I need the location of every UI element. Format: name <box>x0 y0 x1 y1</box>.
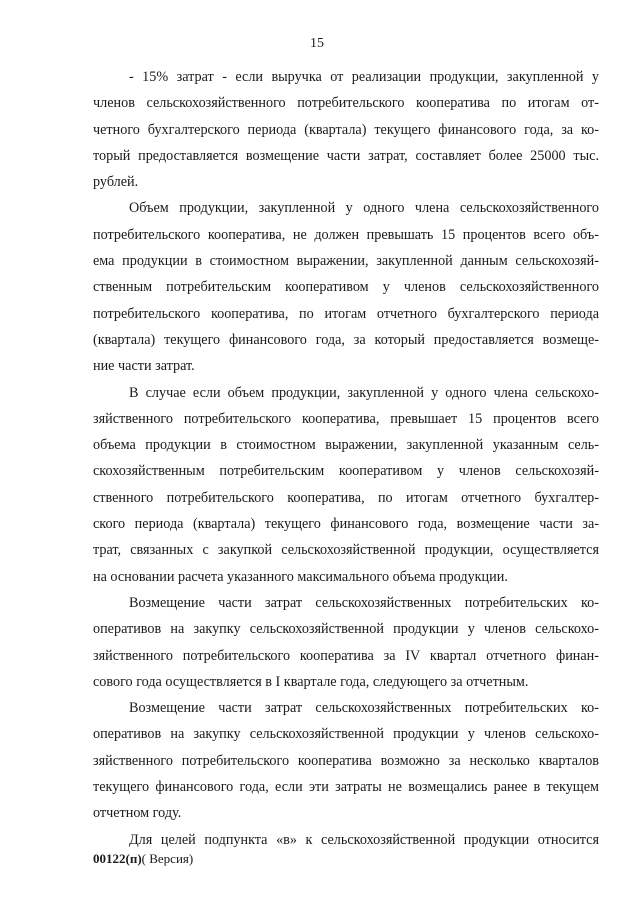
text-line: ского периода (квартала) текущего финансового года, возмещение части за- <box>93 516 599 533</box>
text-line: на основании расчета указанного максимального объема продукции. <box>93 568 508 585</box>
text-line: зяйственного потребительского кооператива возможно за несколько кварталов <box>93 752 599 769</box>
paragraph <box>93 195 599 379</box>
text-line: сового года осуществляется в I квартале года, следующего за отчетным. <box>93 673 529 690</box>
text-line: ственного потребительского кооператива, по итогам отчетного бухгалтер- <box>93 489 599 506</box>
text-line: членов сельскохозяйственного потребительского кооператива по итогам от- <box>93 95 599 112</box>
text-line: ние части затрат. <box>93 358 195 375</box>
text-line: (квартала) текущего финансового года, за который предоставляется возмеще- <box>93 331 599 348</box>
paragraph <box>93 380 599 590</box>
text-line: четного бухгалтерского периода (квартала) текущего финансового года, за ко- <box>93 121 599 138</box>
document-footer <box>93 851 193 867</box>
text-line: ема продукции в стоимостном выражении, закупленной данным сельскохозяй- <box>93 253 599 270</box>
paragraph <box>93 64 599 195</box>
document-code: 00122(п) <box>93 851 142 866</box>
text-line: трат, связанных с закупкой сельскохозяйственной продукции, осуществляется <box>93 542 599 559</box>
document-body <box>93 64 599 853</box>
text-line: оперативов на закупку сельскохозяйственной продукции у членов сельскохо- <box>93 621 599 638</box>
paragraph <box>93 827 599 853</box>
text-line: В случае если объем продукции, закупленной у одного члена сельскохо- <box>129 384 599 401</box>
text-line: Возмещение части затрат сельскохозяйственных потребительских ко- <box>129 594 599 611</box>
text-line: объема продукции в стоимостном выражении, закупленной указанным сель- <box>93 437 599 454</box>
text-line: ственным потребительским кооперативом у членов сельскохозяйственного <box>93 279 599 296</box>
paragraph <box>93 590 599 695</box>
text-line: Возмещение части затрат сельскохозяйственных потребительских ко- <box>129 700 599 717</box>
document-version: ( Версия) <box>141 851 194 866</box>
text-line: скохозяйственным потребительским кооперативом у членов сельскохозяй- <box>93 463 599 480</box>
text-line: - 15% затрат - если выручка от реализации продукции, закупленной у <box>129 69 599 85</box>
text-line: зяйственного потребительского кооператива за IV квартал отчетного финан- <box>93 647 599 664</box>
text-line: текущего финансового года, если эти затраты не возмещались ранее в текущем <box>93 779 599 796</box>
text-line: потребительского кооператива, по итогам отчетного бухгалтерского периода <box>93 305 599 322</box>
text-line: отчетном году. <box>93 805 182 822</box>
text-line: Объем продукции, закупленной у одного члена сельскохозяйственного <box>129 200 599 217</box>
page-number: 15 <box>310 36 324 51</box>
text-line: оперативов на закупку сельскохозяйственной продукции у членов сельскохо- <box>93 726 599 743</box>
text-line: торый предоставляется возмещение части затрат, составляет более 25000 тыс. <box>93 147 599 164</box>
text-line: Для целей подпункта «в» к сельскохозяйственной продукции относится <box>129 831 599 848</box>
text-line: потребительского кооператива, не должен превышать 15 процентов всего объ- <box>93 226 599 243</box>
text-line: рублей. <box>93 174 139 191</box>
paragraph <box>93 695 599 826</box>
text-line: зяйственного потребительского кооператива, превышает 15 процентов всего <box>93 410 599 427</box>
